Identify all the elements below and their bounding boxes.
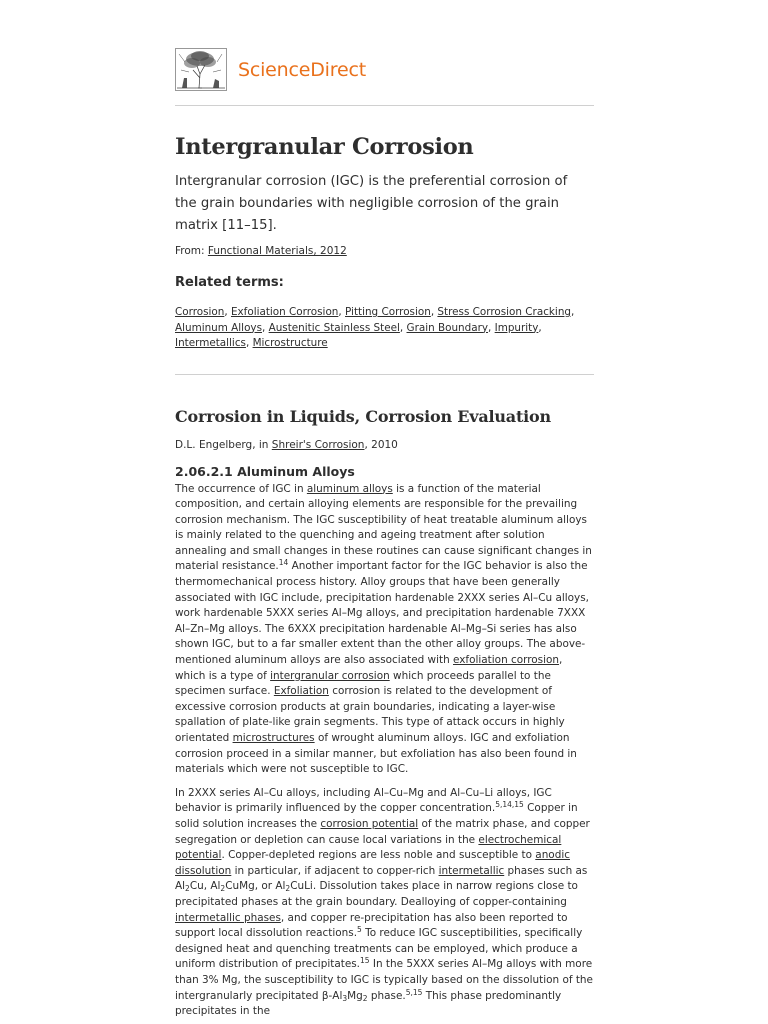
inline-term-link[interactable]: intermetallic phases: [175, 911, 281, 924]
term-separator: ,: [571, 306, 575, 318]
chemical-subscript: 2: [220, 884, 226, 894]
section-title: Corrosion in Liquids, Corrosion Evaluation: [175, 406, 551, 426]
chemical-subscript: 2: [285, 884, 291, 894]
related-terms-heading: Related terms:: [175, 275, 284, 290]
inline-term-link[interactable]: intermetallic: [438, 864, 505, 877]
inline-term-link[interactable]: microstructures: [232, 732, 315, 744]
text-run: is a function of the material composition, and certain alloying elements are responsible for the prevailing corrosion mechanism. The IGC susceptibility of heat treatable aluminum alloys is mainly related to the quenching and ageing treatment after solution annealing and small changes in these routines can cause significant changes in material resistance.: [175, 482, 592, 573]
article-excerpt: [175, 482, 595, 1020]
term-separator: ,: [338, 306, 346, 318]
definition-source: [175, 243, 594, 259]
site-header: [175, 0, 594, 105]
text-run: To reduce IGC susceptibilities, specifically designed heat and quenching treatments can be employed, which produce a uniform distribution of precipitates.: [175, 927, 583, 971]
header-divider: [175, 105, 594, 106]
byline-year: , 2010: [364, 438, 398, 451]
subsection-heading: 2.06.2.1 Aluminum Alloys: [175, 463, 355, 479]
related-term-link[interactable]: Corrosion: [175, 306, 225, 318]
text-run: of wrought aluminum alloys. IGC and exfoliation corrosion proceed in a similar manner, but exfoliation has also been found in materials which were not susceptible to IGC.: [175, 732, 577, 776]
term-separator: ,: [224, 306, 231, 318]
related-term-link[interactable]: Intermetallics: [175, 337, 246, 349]
text-run: Mg: [347, 989, 363, 1002]
reference-citation[interactable]: 5: [357, 925, 362, 935]
inline-term-link[interactable]: Exfoliation: [273, 685, 329, 698]
reference-citation[interactable]: 5,15: [405, 987, 423, 997]
text-run: phase.: [367, 989, 406, 1002]
inline-term-link[interactable]: intergranular corrosion: [270, 669, 390, 682]
text-run: in particular, if adjacent to copper-rich: [231, 864, 439, 877]
source-link[interactable]: Functional Materials, 2012: [207, 245, 347, 257]
text-run: corrosion is related to the development of excessive corrosion products at grain boundaries, indicating a layer-wise spallation of plate-like grain segments. This type of attack occurs in highly orientated: [175, 685, 565, 744]
term-separator: ,: [245, 337, 253, 349]
related-term-link[interactable]: Exfoliation Corrosion: [230, 306, 339, 318]
related-terms-list: [175, 305, 595, 352]
related-term-link[interactable]: Aluminum Alloys: [175, 321, 262, 334]
text-run: CuLi. Dissolution takes place in narrow regions close to precipitated phases at the grain boundary. Dealloying of copper-containing: [175, 880, 578, 908]
inline-term-link[interactable]: electrochemical potential: [175, 833, 562, 862]
text-run: The occurrence of IGC in: [175, 482, 307, 495]
term-separator: ,: [538, 321, 542, 334]
inline-term-link[interactable]: corrosion potential: [320, 817, 419, 830]
section-byline: [175, 437, 594, 453]
chemical-subscript: 3: [342, 993, 348, 1003]
text-run: CuMg, or Al: [225, 880, 286, 893]
text-run: which proceeds parallel to the specimen surface.: [175, 669, 551, 698]
inline-term-link[interactable]: exfoliation corrosion: [453, 654, 560, 667]
related-term-link[interactable]: Microstructure: [252, 337, 328, 349]
term-separator: ,: [430, 306, 438, 318]
term-separator: ,: [262, 321, 269, 334]
from-label: From:: [175, 245, 208, 257]
inline-term-link[interactable]: aluminum alloys: [306, 482, 393, 495]
text-run: of the matrix phase, and copper segregation or depletion can cause local variations in the: [175, 817, 590, 846]
sciencedirect-brand[interactable]: ScienceDirect: [238, 59, 366, 81]
page-title: Intergranular Corrosion: [175, 134, 474, 160]
chemical-subscript: 2: [185, 884, 190, 894]
reference-citation[interactable]: 15: [360, 956, 370, 966]
text-run: Copper in solid solution increases the: [175, 802, 578, 830]
reference-citation[interactable]: 5,14,15: [495, 800, 524, 810]
text-run: Cu, Al: [189, 880, 221, 893]
text-run: In 2XXX series Al–Cu alloys, including Al–Cu–Mg and Al–Cu–Li alloys, IGC behavior is primarily influenced by the copper concentration.: [175, 786, 552, 815]
text-run: In the 5XXX series Al–Mg alloys with more than 3% Mg, the susceptibility to IGC is typically based on the dissolution of the intergranularly precipitated β-Al: [175, 958, 593, 1002]
term-separator: ,: [399, 321, 407, 334]
text-run: . Copper-depleted regions are less noble and susceptible to: [221, 849, 536, 862]
paragraph-1: [175, 482, 595, 778]
section-divider: [175, 374, 594, 375]
byline-source-link[interactable]: Shreir's Corrosion: [271, 438, 365, 451]
related-term-link[interactable]: Impurity: [494, 321, 539, 334]
related-term-link[interactable]: Grain Boundary: [406, 321, 489, 334]
related-term-link[interactable]: Austenitic Stainless Steel: [268, 321, 400, 334]
text-run: , which is a type of: [175, 654, 563, 682]
text-run: phases such as Al: [175, 864, 588, 893]
topic-definition: Intergranular corrosion (IGC) is the preferential corrosion of the grain boundaries with negligible corrosion of the grain matrix [11–15].: [175, 174, 568, 233]
text-run: Another important factor for the IGC behavior is also the thermomechanical process history. Alloy groups that have been generally associated with IGC include, precipitation hardenable 2XXX series Al–Cu alloys, work hardenable 5XXX series Al–Mg alloys, and precipitation hardenable 7XXX Al–Zn–Mg alloys. The 6XXX precipitation hardenable Al–Mg–Si series has also shown IGC, but to a far smaller extent than the other alloy groups. The above-mentioned aluminum alloys are also associated with: [175, 560, 589, 667]
byline-author: D.L. Engelberg, in: [175, 438, 272, 451]
paragraph-2: [175, 786, 595, 1020]
related-term-link[interactable]: Stress Corrosion Cracking: [437, 306, 571, 318]
text-run: This phase predominantly precipitates in the: [175, 989, 562, 1018]
related-term-link[interactable]: Pitting Corrosion: [345, 306, 431, 318]
inline-term-link[interactable]: anodic dissolution: [175, 849, 570, 877]
chemical-subscript: 2: [362, 993, 368, 1003]
term-separator: ,: [488, 321, 495, 334]
elsevier-tree-logo[interactable]: [175, 48, 227, 91]
text-run: , and copper re-precipitation has also been reported to support local dissolution reactions.: [175, 911, 568, 940]
reference-citation[interactable]: 14: [278, 558, 289, 568]
